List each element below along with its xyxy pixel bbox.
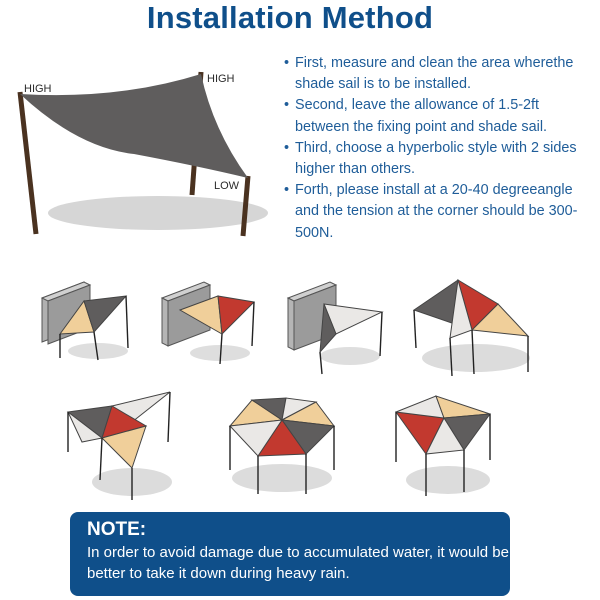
hexagonal-sail-diagram — [226, 396, 338, 496]
instructions-list — [284, 53, 596, 244]
note-text: In order to avoid damage due to accumulated water, it would be better to take it down during heavy rain. — [87, 544, 509, 582]
page-title: Installation Method — [146, 0, 434, 35]
triple-sail-diagram — [62, 388, 174, 504]
wall-sail-diagram-2 — [158, 276, 258, 368]
post-right — [243, 176, 248, 236]
wall-sail-diagram-3 — [284, 276, 386, 376]
four-post-sail-diagram — [410, 276, 534, 380]
square-sail-diagram — [392, 392, 496, 500]
instruction-item: • Third, choose a hyperbolic style with 2 sides higher than others. — [284, 138, 596, 180]
instruction-item: • Second, leave the allowance of 1.5-2ft between the fixing point and shade sail. — [284, 95, 596, 137]
hero-shade-sail-illustration — [8, 58, 278, 243]
sail-canopy — [20, 74, 248, 178]
note-title: NOTE: — [87, 519, 147, 540]
label-low: LOW — [214, 180, 240, 192]
label-high-right: HIGH — [207, 73, 235, 85]
note-box — [70, 512, 510, 596]
instruction-item: • Forth, please install at a 20-40 degreeangle and the tension at the corner should be 300-500N. — [284, 180, 596, 244]
wall-sail-diagram-1 — [36, 276, 136, 368]
post-left — [20, 92, 36, 234]
sail-shadow — [48, 196, 268, 230]
label-high-left: HIGH — [24, 83, 52, 95]
instruction-item: • First, measure and clean the area wherethe shade sail is to be installed. — [284, 53, 596, 95]
